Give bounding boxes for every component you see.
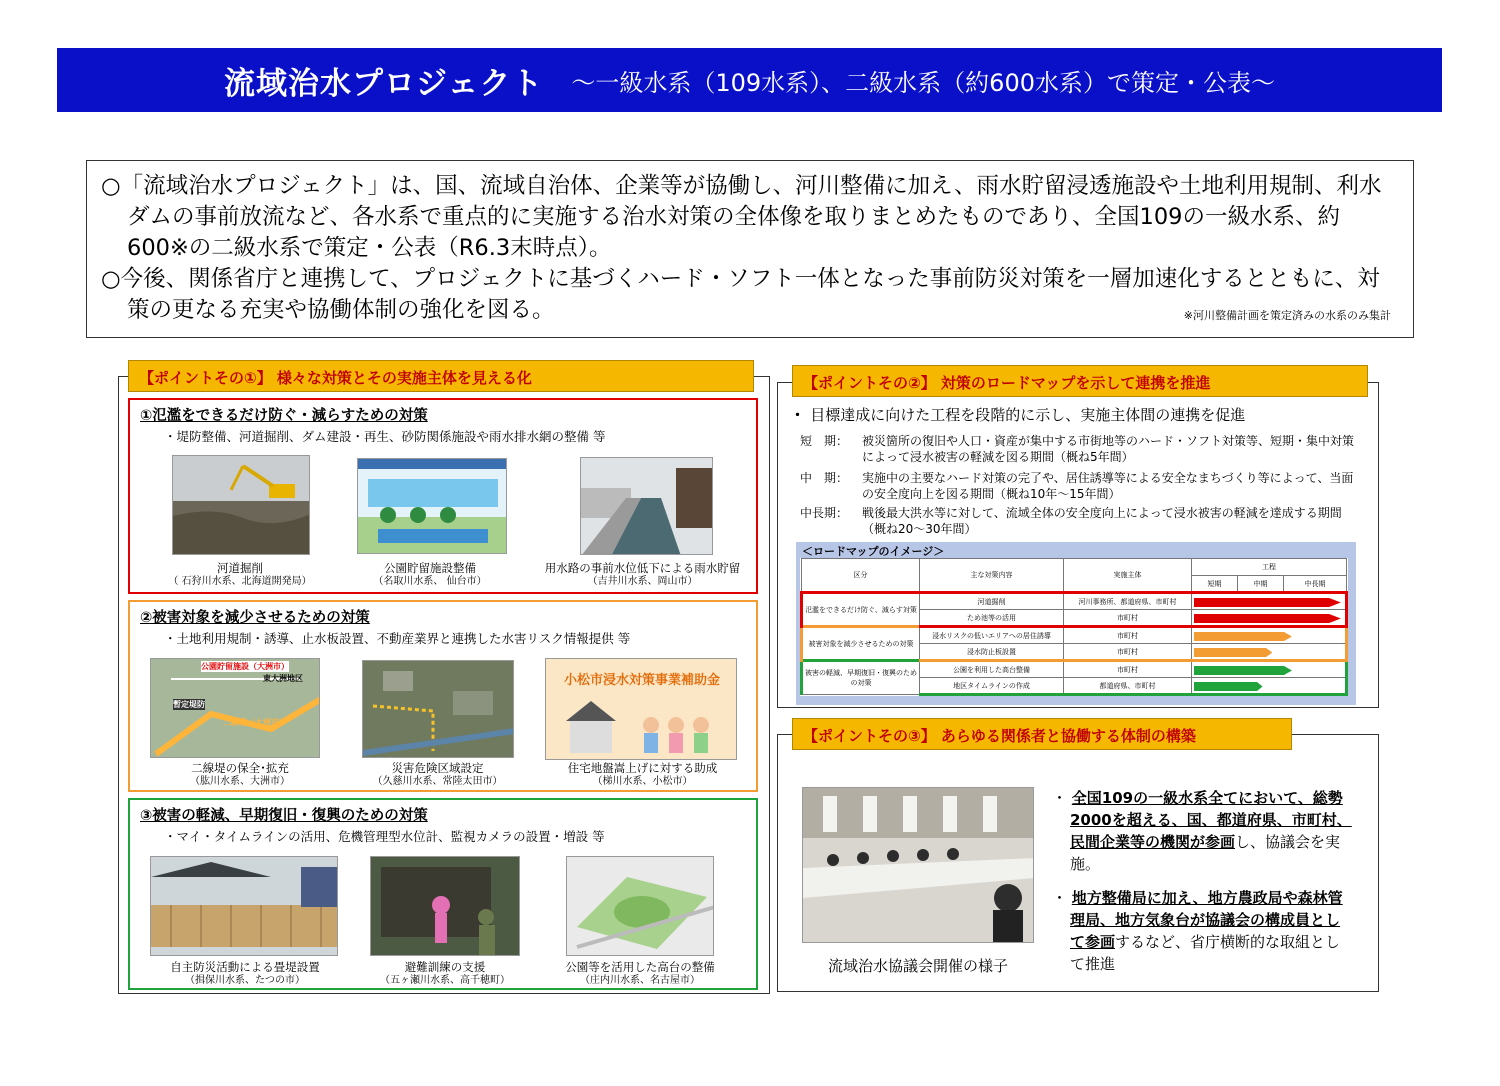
- roadmap-measure-cell: 地区タイムラインの作成: [920, 678, 1064, 695]
- photo-caption-1-1: 河道掘削 （ 石狩川水系、北海道開発局）: [168, 561, 312, 587]
- map-label-east-ozu: 東大洲地区: [263, 674, 303, 683]
- map-label-temporary-levee: 暫定堤防: [173, 700, 205, 709]
- evacuation-drill-photo: [370, 856, 520, 956]
- rm-head-measure: 主な対策内容: [920, 559, 1064, 593]
- roadmap-bullet-text: 目標達成に向けた工程を段階的に示し、実施主体間の連携を促進: [810, 406, 1246, 424]
- roadmap-row: [802, 593, 1347, 610]
- rm-head-short: 短期: [1192, 576, 1238, 593]
- page-subtitle: ～一級水系（109水系）、二級水系（約600水系）で策定・公表～: [571, 68, 1275, 97]
- point3-item-1-emphasis: 全国109の一級水系全てにおいて、総勢2000を超える、国、都道府県、市町村、民間企業等の機関が参画: [1070, 789, 1352, 851]
- measure-title-1: ①氾濫をできるだけ防ぐ・減らすための対策: [140, 408, 428, 424]
- roadmap-bullet: ・ 目標達成に向けた工程を段階的に示し、実施主体間の連携を促進: [790, 406, 1246, 424]
- map-label-park-storage: 公園貯留施設（大洲市）: [201, 662, 289, 671]
- roadmap-schedule-cell: [1192, 610, 1347, 627]
- roadmap-actor-cell: 河川事務所、都道府県、市町村: [1064, 593, 1192, 610]
- roadmap-schedule-cell: [1192, 661, 1347, 678]
- point3-item-1-rest: し、協議会を実施。: [1070, 833, 1341, 873]
- roadmap-category-cell: 被害の軽減、早期復旧・復興のための対策: [802, 661, 920, 695]
- roadmap-measure-cell: 浸水リスクの低いエリアへの居住誘導: [920, 627, 1064, 644]
- subsidy-poster-image: [545, 658, 737, 760]
- roadmap-actor-cell: 市町村: [1064, 644, 1192, 661]
- measure-title-2: ②被害対象を減少させるための対策: [140, 610, 370, 626]
- roadmap-schedule-arrow: [1194, 682, 1263, 691]
- council-meeting-photo: [802, 787, 1034, 943]
- roadmap-measure-cell: 公園を利用した高台整備: [920, 661, 1064, 678]
- photo-caption-2-3: 住宅地盤嵩上げに対する助成 （梯川水系、小松市）: [567, 761, 718, 787]
- roadmap-table: [800, 558, 1348, 696]
- roadmap-actor-cell: 市町村: [1064, 610, 1192, 627]
- roadmap-measure-cell: 河道掘削: [920, 593, 1064, 610]
- roadmap-schedule-cell: [1192, 678, 1347, 695]
- photo-caption-1-2: 公園貯留施設整備 （名取川水系、 仙台市）: [373, 561, 487, 587]
- point3-header: 【ポイントその③】 あらゆる関係者と協働する体制の構築: [792, 718, 1292, 750]
- roadmap-schedule-cell: [1192, 627, 1347, 644]
- page-title: 流域治水プロジェクト: [223, 65, 544, 102]
- roadmap-schedule-arrow: [1194, 598, 1341, 607]
- roadmap-actor-cell: 市町村: [1064, 627, 1192, 644]
- measure-desc-1: ・堤防整備、河道掘削、ダム建設・再生、砂防関係施設や雨水排水網の整備 等: [164, 429, 606, 444]
- park-storage-diagram: [357, 458, 507, 554]
- river-dredging-photo: [172, 455, 310, 555]
- subsidy-poster-title: 小松市浸水対策事業補助金: [563, 673, 720, 688]
- point3-item-2: ・ 地方整備局に加え、地方農政局や森林管理局、地方気象台が協議会の構成員として参画するなど、省庁横断的な取組として推進: [1052, 889, 1343, 973]
- roadmap-table-body: [802, 593, 1347, 695]
- roadmap-actor-cell: 市町村: [1064, 661, 1192, 678]
- roadmap-schedule-cell: [1192, 644, 1347, 661]
- roadmap-measure-cell: ため池等の活用: [920, 610, 1064, 627]
- photo-caption-3-1: 自主防災活動による畳堤設置 （揖保川水系、たつの市）: [170, 960, 320, 986]
- rm-head-actor: 実施主体: [1064, 559, 1192, 593]
- intro-paragraph-2: ○今後、関係省庁と連携して、プロジェクトに基づくハード・ソフト一体となった事前防災対策を一層加速化するとともに、対策の更なる充実や協働体制の強化を図る。: [101, 266, 1380, 323]
- intro-footnote: ※河川整備計画を策定済みの水系のみ集計: [1183, 309, 1391, 322]
- rm-head-schedule: 工程: [1192, 559, 1347, 576]
- roadmap-measure-cell: 浸水防止板設置: [920, 644, 1064, 661]
- photo-caption-2-1: 二線堤の保全･拡充 （肱川水系、大洲市）: [190, 761, 290, 787]
- roadmap-category-cell: 氾濫をできるだけ防ぐ、減らす対策: [802, 593, 920, 627]
- roadmap-category-cell: 被害対象を減少させるための対策: [802, 627, 920, 661]
- photo-caption-1-3: 用水路の事前水位低下による雨水貯留 （吉井川水系、岡山市）: [544, 561, 741, 587]
- roadmap-schedule-arrow: [1194, 666, 1292, 675]
- measure-desc-3: ・マイ・タイムラインの活用、危機管理型水位計、監視カメラの設置・増設 等: [164, 829, 605, 844]
- photo-caption-3-3: 公園等を活用した高台の整備 （庄内川水系、名古屋市）: [565, 960, 715, 986]
- photo-caption-2-2: 災害危険区域設定 （久慈川水系、常陸太田市）: [372, 761, 503, 787]
- intro-paragraph-1: ○「流域治水プロジェクト」は、国、流域自治体、企業等が協働し、河川整備に加え、雨水貯留浸透施設や土地利用規制、利水ダムの事前放流など、各水系で重点的に実施する治水対策の全体像を取りまとめたものであり、全国109の一級水系、約600※の二級水系で策定・公表（R6.3末時点）。: [101, 173, 1382, 261]
- disaster-zone-aerial-photo: [362, 660, 514, 758]
- roadmap-schedule-cell: [1192, 593, 1347, 610]
- point3-item-2-emphasis: 地方整備局に加え、地方農政局や森林管理局、地方気象台が協議会の構成員として参画: [1070, 889, 1343, 951]
- tatami-levee-photo: [150, 856, 338, 956]
- point2-header: 【ポイントその②】 対策のロードマップを示して連携を推進: [792, 365, 1368, 397]
- roadmap-schedule-arrow: [1194, 614, 1341, 623]
- point1-header: 【ポイントその①】 様々な対策とその実施主体を見える化: [128, 360, 754, 392]
- roadmap-term-short: 短 期： 被災箇所の復旧や人口・資産が集中する市街地等のハード・ソフト対策等、短期・集中対策によって浸水被害の軽減を図る期間（概ね5年間）: [800, 434, 1355, 464]
- roadmap-row: [802, 627, 1347, 644]
- map-label-second-levee: 二線堤（大洲市）: [223, 718, 287, 727]
- high-ground-park-image: [566, 856, 714, 956]
- roadmap-row: [802, 661, 1347, 678]
- roadmap-title: ＜ロードマップのイメージ＞: [802, 545, 945, 558]
- roadmap-term-long: 中長期： 戦後最大洪水等に対して、流域全体の安全度向上によって浸水被害の軽減を達成する期間（概ね20～30年間）: [800, 506, 1342, 536]
- roadmap-schedule-arrow: [1194, 648, 1272, 657]
- roadmap-actor-cell: 都道府県、市町村: [1064, 678, 1192, 695]
- council-photo-caption: 流域治水協議会開催の様子: [827, 957, 1008, 975]
- roadmap-term-mid: 中 期： 実施中の主要なハード対策の完了や、居住誘導等による安全なまちづくり等によって、当面の安全度向上を図る期間（概ね10年～15年間）: [800, 471, 1354, 501]
- rm-head-long: 中長期: [1284, 576, 1347, 593]
- levee-map-photo: [150, 658, 320, 758]
- subsidy-poster-illustration: [546, 691, 737, 760]
- irrigation-channel-photo: [580, 457, 713, 555]
- point3-item-1: ・ 全国109の一級水系全てにおいて、総勢2000を超える、国、都道府県、市町村、民間企業等の機関が参画し、協議会を実施。: [1052, 789, 1352, 873]
- intro-box: [86, 160, 1414, 338]
- title-banner: [57, 48, 1442, 112]
- measure-title-3: ③被害の軽減、早期復旧・復興のための対策: [140, 808, 428, 824]
- measure-desc-2: ・土地利用規制・誘導、止水板設置、不動産業界と連携した水害リスク情報提供 等: [164, 631, 631, 646]
- rm-head-category: 区分: [802, 559, 920, 593]
- rm-head-mid: 中期: [1238, 576, 1284, 593]
- photo-caption-3-2: 避難訓練の支援 （五ヶ瀬川水系、高千穂町）: [380, 960, 510, 986]
- roadmap-schedule-arrow: [1194, 632, 1292, 641]
- point3-item-2-rest: するなど、省庁横断的な取組として推進: [1070, 933, 1341, 973]
